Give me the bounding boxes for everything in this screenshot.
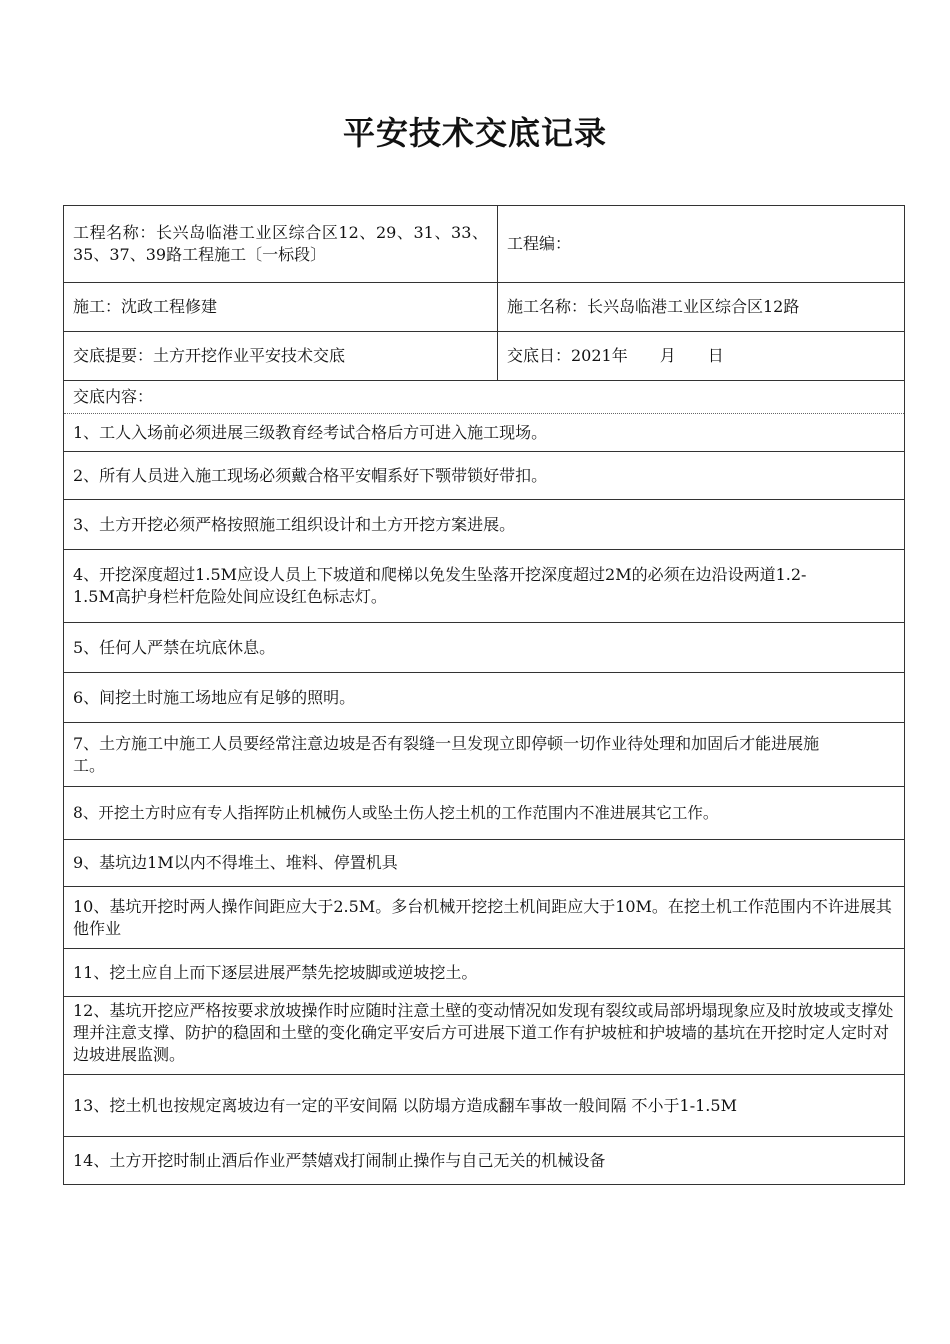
list-item-cell [64,887,904,948]
project-number-label: 工程编： [507,234,572,253]
construction-name: 施工名称：长兴岛临港工业区综合区12路 [507,297,800,316]
list-item-cell [64,787,904,839]
list-item-text: 1、工人入场前必须进展三级教育经考试合格后方可进入施工现场。 [73,422,548,442]
date-cell [498,332,904,380]
content-label-row [64,380,904,413]
disclosure-date: 交底日：2021年 月 日 [507,346,724,365]
list-item-text: 4、开挖深度超过1.5M应设人员上下坡道和爬梯以免发生坠落开挖深度超过2M的必须在边沿设两道1.2-1.5M高护身栏杆危险处间应设红色标志灯。 [73,565,807,606]
list-item-text: 5、任何人严禁在坑底休息。 [73,637,276,657]
summary-cell [64,332,498,380]
list-item-cell [64,673,904,722]
disclosure-record-table [63,205,905,1185]
list-item-cell [64,949,904,996]
list-item [64,672,904,722]
project-name-cell [64,206,498,282]
list-item-cell [64,1075,904,1136]
list-item-text: 3、土方开挖必须严格按照施工组织设计和土方开挖方案进展。 [73,514,516,534]
header-row-summary [64,331,904,380]
list-item-text: 7、土方施工中施工人员要经常注意边坡是否有裂缝一旦发现立即停顿一切作业待处理和加固后才能进展施工。 [73,733,820,775]
list-item-text: 10、基坑开挖时两人操作间距应大于2.5M。多台机械开挖挖土机间距应大于10M。在挖土机工作范围内不许进展其他作业 [73,896,892,938]
list-item-cell [64,623,904,672]
list-item [64,451,904,499]
list-item [64,1136,904,1184]
disclosure-summary: 交底提要：土方开挖作业平安技术交底 [73,346,346,365]
list-item [64,1074,904,1136]
list-item-cell [64,550,904,622]
list-item-text: 11、挖土应自上而下逐层进展严禁先挖坡脚或逆坡挖土。 [73,962,478,982]
list-item-cell [64,997,904,1074]
list-item-cell [64,452,904,499]
list-item [64,839,904,886]
construction-name-cell [498,283,904,331]
list-item [64,886,904,948]
content-label-cell [64,381,904,413]
list-item [64,722,904,786]
list-item-text: 6、间挖土时施工场地应有足够的照明。 [73,687,356,707]
header-row-project [64,206,904,282]
list-item-cell [64,414,904,451]
list-item-cell [64,1137,904,1184]
list-item-text: 13、挖土机也按规定离坡边有一定的平安间隔 以防塌方造成翻车事故一般间隔 不小于1-1.5M [73,1095,737,1115]
project-no-cell [498,206,904,282]
contractor-cell [64,283,498,331]
contractor: 施工：沈政工程修建 [73,297,218,316]
page-title: 平安技术交底记录 [342,114,607,152]
list-item-text: 8、开挖土方时应有专人指挥防止机械伤人或坠土伤人挖土机的工作范围内不准进展其它工作。 [73,804,719,822]
list-item [64,786,904,839]
list-item-cell [64,500,904,549]
list-item [64,549,904,622]
project-name: 工程名称：长兴岛临港工业区综合区12、29、31、33、35、37、39路工程施工〔一标段〕 [73,223,488,264]
list-item-cell [64,840,904,886]
list-item-text: 2、所有人员进入施工现场必须戴合格平安帽系好下颚带锁好带扣。 [73,465,548,485]
list-item [64,413,904,451]
list-item [64,996,904,1074]
list-item-text: 12、基坑开挖应严格按要求放坡操作时应随时注意土壁的变动情况如发现有裂纹或局部坍塌现象应及时放坡或支撑处理并注意支撑、防护的稳固和土壁的变化确定平安后方可进展下道工作有护坡桩和护坡墙的基坑在开挖时定人定时对边坡进展监测。 [73,1001,894,1064]
content-label: 交底内容： [73,387,154,406]
list-item [64,499,904,549]
list-item-text: 14、土方开挖时制止酒后作业严禁嬉戏打闹制止操作与自己无关的机械设备 [73,1150,606,1170]
list-item [64,622,904,672]
header-row-contractor [64,282,904,331]
list-item [64,948,904,996]
list-item-cell [64,723,904,786]
list-item-text: 9、基坑边1M以内不得堆土、堆料、停置机具 [73,853,398,872]
